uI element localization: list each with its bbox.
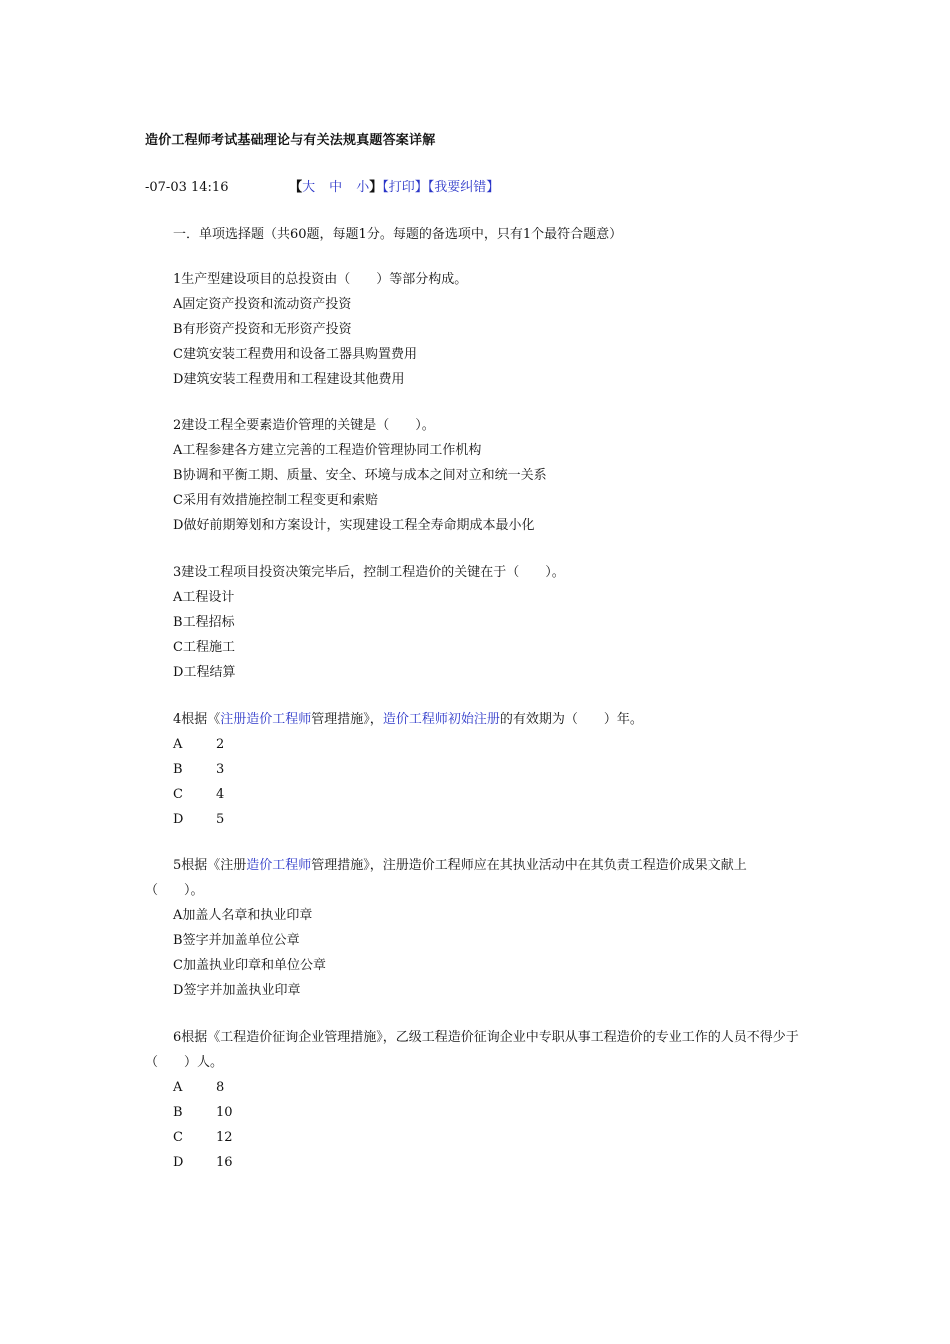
report-error-link[interactable]: 【我要纠错】: [427, 180, 500, 195]
print-link[interactable]: 【打印】: [382, 180, 428, 195]
option-d: D 16: [173, 1155, 233, 1170]
meta-line: [145, 176, 499, 195]
option-b: B有形资产投资和无形资产投资: [173, 322, 352, 337]
option-d: D工程结算: [173, 665, 236, 680]
link-registered-cost-engineer[interactable]: 注册造价工程师: [220, 712, 312, 727]
option-a: A工程参建各方建立完善的工程造价管理协同工作机构: [173, 443, 482, 458]
question-stem: 4根据《注册造价工程师管理措施》，造价工程师初始注册的有效期为（ ）年。: [173, 712, 643, 727]
option-a: A加盖人名章和执业印章: [173, 908, 313, 923]
question-4: [145, 707, 805, 832]
question-stem: 3建设工程项目投资决策完毕后，控制工程造价的关键在于（ ）。: [173, 565, 565, 580]
option-b: B签字并加盖单位公章: [173, 933, 300, 948]
section-intro: 一．单项选择题（共60题，每题1分。每题的备选项中，只有1个最符合题意）: [173, 227, 623, 242]
font-size-large-link[interactable]: 大: [302, 180, 316, 195]
font-size-controls: [302, 180, 369, 195]
option-c: C工程施工: [173, 640, 235, 655]
option-c: C加盖执业印章和单位公章: [173, 958, 326, 973]
question-5: [145, 853, 805, 1003]
option-b: B 3: [173, 762, 225, 777]
question-3: [145, 560, 805, 685]
font-size-close-bracket: 】: [369, 180, 383, 195]
link-cost-engineer[interactable]: 造价工程师: [246, 858, 312, 873]
option-c: C建筑安装工程费用和设备工器具购置费用: [173, 347, 417, 362]
option-d: D 5: [173, 812, 225, 827]
question-2: [145, 413, 805, 538]
option-a: A固定资产投资和流动资产投资: [173, 297, 352, 312]
option-d: D建筑安装工程费用和工程建设其他费用: [173, 372, 405, 387]
question-stem: 1生产型建设项目的总投资由（ ）等部分构成。: [173, 272, 468, 287]
font-size-small-link[interactable]: 小: [356, 180, 370, 195]
question-stem: 6根据《工程造价征询企业管理措施》，乙级工程造价征询企业中专职从事工程造价的专业工作的人员不得少于（ ）人。: [145, 1030, 799, 1070]
option-d: D签字并加盖执业印章: [173, 983, 301, 998]
option-d: D做好前期筹划和方案设计，实现建设工程全寿命期成本最小化: [173, 518, 535, 533]
option-c: C 4: [173, 787, 225, 802]
option-c: C采用有效措施控制工程变更和索赔: [173, 493, 378, 508]
question-stem: 5根据《注册造价工程师管理措施》，注册造价工程师应在其执业活动中在其负责工程造价成果文献上（ ）。: [145, 858, 747, 898]
question-1: [145, 267, 805, 392]
font-size-open-bracket: 【: [289, 180, 303, 195]
font-size-medium-link[interactable]: 中: [329, 180, 343, 195]
option-b: B工程招标: [173, 615, 235, 630]
question-stem: 2建设工程全要素造价管理的关键是（ ）。: [173, 418, 435, 433]
option-a: A 2: [173, 737, 225, 752]
option-a: A工程设计: [173, 590, 235, 605]
question-6: [145, 1025, 805, 1175]
option-b: B 10: [173, 1105, 233, 1120]
publish-date: -07-03 14:16: [145, 180, 229, 195]
option-b: B协调和平衡工期、质量、安全、环境与成本之间对立和统一关系: [173, 468, 547, 483]
option-a: A 8: [173, 1080, 225, 1095]
option-c: C 12: [173, 1130, 233, 1145]
link-initial-registration[interactable]: 造价工程师初始注册: [382, 712, 500, 727]
document-title: 造价工程师考试基础理论与有关法规真题答案详解: [145, 133, 436, 148]
